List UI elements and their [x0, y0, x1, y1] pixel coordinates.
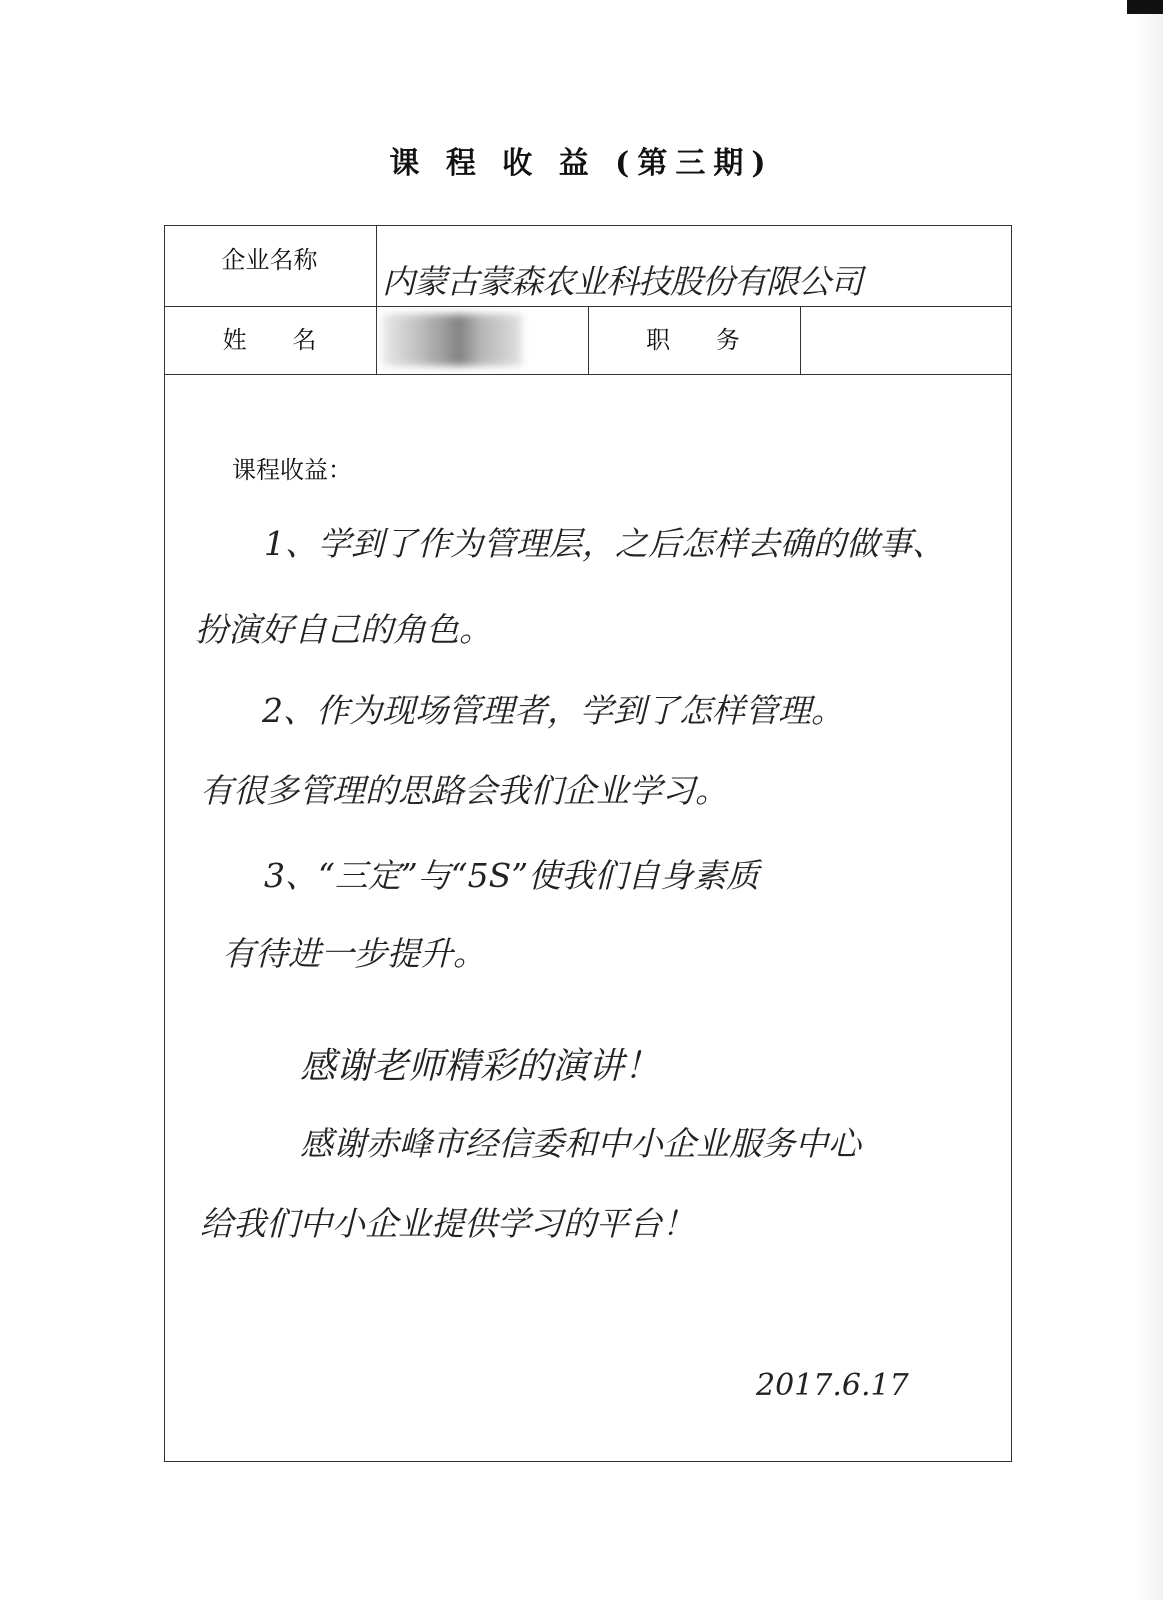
table-col-divider-3 — [800, 306, 801, 374]
table-row-divider-2 — [165, 374, 1011, 375]
feedback-form-table — [164, 225, 1012, 1462]
handwritten-line: 3、“三定”与“5S”使我们自身素质 — [264, 856, 760, 895]
scan-edge — [1133, 0, 1163, 1600]
handwritten-line: 1、学到了作为管理层，之后怎样去确的做事、 — [264, 524, 945, 563]
handwritten-line: 扮演好自己的角色。 — [195, 610, 492, 649]
scan-corner-mark — [1127, 0, 1163, 14]
course-benefits-label: 课程收益： — [232, 456, 352, 484]
handwritten-line: 感谢赤峰市经信委和中小企业服务中心 — [300, 1124, 861, 1163]
handwritten-date: 2017.6.17 — [756, 1368, 909, 1403]
handwritten-line: 感谢老师精彩的演讲！ — [300, 1046, 661, 1087]
company-name-value: 内蒙古蒙森农业科技股份有限公司 — [382, 262, 862, 301]
position-label: 职 务 — [646, 326, 740, 354]
handwritten-line: 有待进一步提升。 — [222, 934, 486, 973]
handwritten-line: 给我们中小企业提供学习的平台！ — [200, 1204, 695, 1243]
handwritten-line: 2、作为现场管理者，学到了怎样管理。 — [262, 691, 844, 730]
handwritten-line: 有很多管理的思路会我们企业学习。 — [200, 771, 728, 810]
page-title: 课 程 收 益 (第三期) — [389, 146, 774, 181]
company-name-label: 企业名称 — [221, 246, 318, 274]
name-label: 姓 名 — [222, 326, 317, 354]
table-col-divider-1 — [376, 226, 377, 374]
redacted-name — [382, 314, 522, 366]
